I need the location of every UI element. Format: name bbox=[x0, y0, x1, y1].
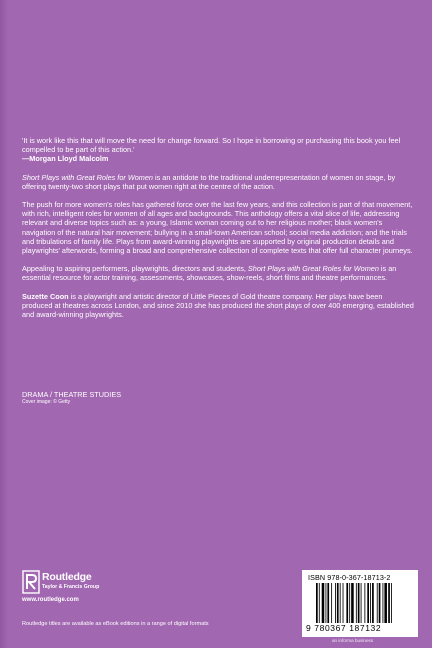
barcode-bar bbox=[384, 583, 387, 623]
isbn-label: ISBN 978-0-367-18713-2 bbox=[308, 573, 391, 582]
publisher-block bbox=[22, 570, 142, 610]
quote-author: —Morgan Lloyd Malcolm bbox=[22, 154, 109, 164]
appeal-paragraph bbox=[22, 264, 414, 282]
publisher-name: Routledge bbox=[42, 571, 92, 583]
appeal-before: Appealing to aspiring performers, playwrights, directors and students, bbox=[22, 264, 248, 274]
barcode-bar bbox=[319, 583, 320, 623]
author-bio bbox=[22, 292, 414, 320]
bio-text: is a playwright and artistic director of Little Pieces of Gold theatre company. Her plays have been produced at theatres across London, and since 2010 she has produced the short plays of over 400 emerging, established and award-winning playwrights. bbox=[22, 291, 414, 320]
intro-book-title: Short Plays with Great Roles for Women bbox=[22, 172, 153, 182]
barcode-bar bbox=[356, 583, 357, 623]
barcode-bar bbox=[335, 583, 336, 623]
subject-label: DRAMA / THEATRE STUDIES bbox=[22, 390, 122, 399]
appeal-after: is an essential resource for actor training, assessments, showcases, show-reels, short films and theatre performances. bbox=[22, 264, 397, 283]
barcode-bar bbox=[346, 583, 348, 623]
isbn-barcode bbox=[302, 570, 418, 637]
barcode-bar bbox=[367, 583, 369, 623]
barcode-bar bbox=[316, 583, 318, 623]
publisher-url[interactable]: www.routledge.com bbox=[22, 597, 79, 603]
barcode-bar bbox=[372, 583, 374, 623]
intro-paragraph bbox=[22, 173, 414, 191]
author-name: Suzette Coon bbox=[22, 291, 69, 301]
informa-tagline: an informa business bbox=[332, 638, 374, 643]
publisher-group: Taylor & Francis Group bbox=[42, 584, 100, 590]
barcode-bars bbox=[316, 583, 412, 623]
barcode-bar bbox=[388, 583, 390, 623]
barcode-bar bbox=[364, 583, 365, 623]
barcode-bar bbox=[331, 583, 332, 623]
barcode-bar bbox=[322, 583, 325, 623]
barcode-bar bbox=[391, 583, 392, 623]
barcode-bar bbox=[337, 583, 339, 623]
barcode-bar bbox=[326, 583, 327, 623]
appeal-book-title: Short Plays with Great Roles for Women bbox=[247, 264, 379, 274]
back-cover-text bbox=[22, 136, 414, 328]
barcode-bar bbox=[358, 583, 360, 623]
intro-text: is an antidote to the traditional underrepresentation of women on stage, by offering twenty-two short plays that put women right at the centre of the action. bbox=[22, 172, 396, 191]
subject-category bbox=[22, 390, 121, 406]
barcode-bar bbox=[379, 583, 381, 623]
barcode-bar bbox=[383, 583, 384, 623]
barcode-bar bbox=[343, 583, 344, 623]
routledge-r-icon bbox=[22, 570, 40, 594]
description-paragraph: The push for more women's roles has gathered force over the last few years, and this collection is part of that movement, with rich, intelligent roles for women of all ages and backgrounds. This anthology offers a vital slice of life, addressing relevant and diverse topics such as: a young, Islamic woman coming out to her religious mother; black women's navigation of the natural hair movement; bullying in a small-town American school; social media addiction; and the trials and tribulations of family life. Plays from award-winning playwrights are supported by original production details and playwrights' afterwords, forming a broad and comprehensive collection of complete texts that offer full character journeys. bbox=[22, 200, 413, 256]
ebook-note: Routledge titles are available as eBook editions in a range of digital formats bbox=[22, 621, 209, 627]
endorsement-quote bbox=[22, 136, 414, 164]
barcode-bar bbox=[327, 583, 329, 623]
barcode-bar bbox=[370, 583, 371, 623]
quote-text: 'It is work like this that will move the need for change forward. So I hope in borrowing or purchasing this book you feel compelled to be part of this action.' bbox=[22, 136, 401, 155]
barcode-bar bbox=[340, 583, 341, 623]
barcode-bar bbox=[377, 583, 378, 623]
barcode-bar bbox=[351, 583, 354, 623]
isbn-digits: 9 780367 187132 bbox=[306, 623, 382, 633]
barcode-bar bbox=[349, 583, 350, 623]
spine-shadow bbox=[0, 0, 8, 648]
barcode-bar bbox=[361, 583, 362, 623]
cover-credit: Cover image: © Getty bbox=[22, 399, 71, 405]
